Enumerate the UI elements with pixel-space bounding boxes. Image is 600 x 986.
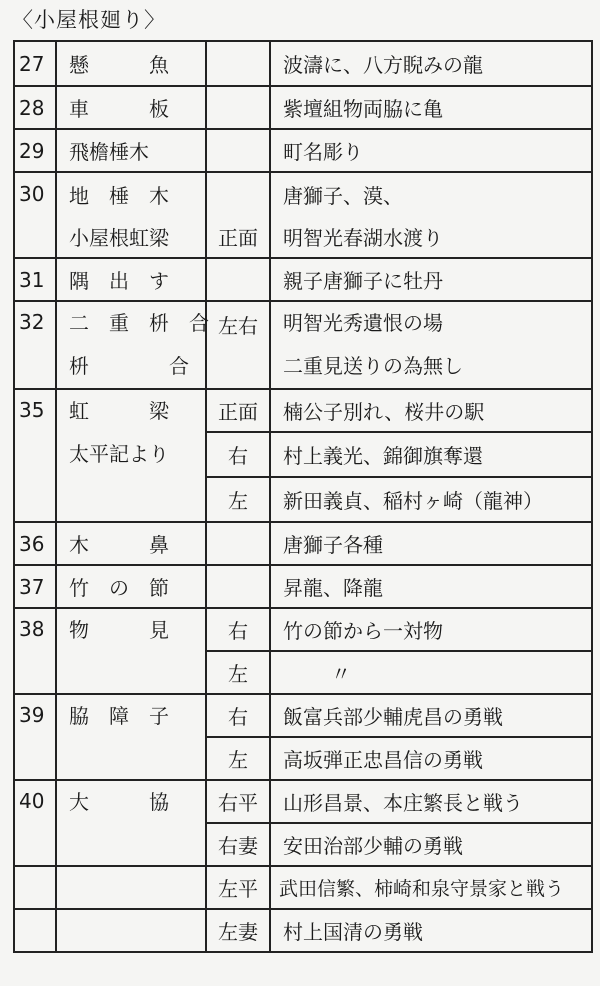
location: 正面 (206, 389, 270, 432)
part-name-line2: 枡 合 (69, 354, 189, 378)
location: 右平 (206, 780, 270, 823)
table-row (14, 41, 592, 86)
description: 高坂弾正忠昌信の勇戦 (270, 737, 592, 780)
part-name (56, 909, 206, 952)
location: 左右 (206, 301, 270, 389)
table-row (14, 301, 592, 389)
description: 紫壇組物両脇に亀 (270, 86, 592, 129)
table-row (14, 565, 592, 608)
part-name: 虹 梁 (69, 399, 169, 423)
location: 右 (206, 608, 270, 651)
row-number: 39 (14, 694, 56, 780)
row-number: 30 (14, 172, 56, 215)
description: 波濤に、八方睨みの龍 (270, 41, 592, 86)
description: 唐獅子各種 (270, 522, 592, 565)
table-row (14, 258, 592, 301)
location: 右 (206, 694, 270, 737)
part-name (56, 866, 206, 909)
description: 明智光秀遺恨の場 (283, 311, 443, 335)
description: 明智光春湖水渡り (270, 215, 592, 258)
row-number: 28 (14, 86, 56, 129)
location (206, 172, 270, 215)
carving-table (13, 40, 593, 953)
location (206, 129, 270, 172)
part-name: 地 棰 木 (56, 172, 206, 215)
part-name-cell (56, 389, 206, 522)
location (206, 258, 270, 301)
part-name: 隅 出 す (56, 258, 206, 301)
description: 町名彫り (270, 129, 592, 172)
row-number (14, 866, 56, 909)
description: 竹の節から一対物 (270, 608, 592, 651)
table-row (14, 215, 592, 258)
row-number: 32 (14, 301, 56, 389)
location: 正面 (206, 215, 270, 258)
part-name: 物 見 (56, 608, 206, 694)
location (206, 41, 270, 86)
location (206, 86, 270, 129)
description-cell (270, 301, 592, 389)
row-number: 36 (14, 522, 56, 565)
table-row (14, 389, 592, 432)
row-number: 31 (14, 258, 56, 301)
location: 右 (206, 432, 270, 477)
description: 新田義貞、稲村ヶ崎（龍神） (270, 477, 592, 522)
description: 飯富兵部少輔虎昌の勇戦 (270, 694, 592, 737)
location: 右妻 (206, 823, 270, 866)
part-name: 懸 魚 (56, 41, 206, 86)
description: 村上国清の勇戦 (270, 909, 592, 952)
row-number: 37 (14, 565, 56, 608)
table-row (14, 780, 592, 823)
part-name: 木 鼻 (56, 522, 206, 565)
table-row (14, 608, 592, 651)
table-row (14, 86, 592, 129)
part-name-cell (56, 301, 209, 389)
description: 唐獅子、漠、 (270, 172, 592, 215)
description: 昇龍、降龍 (270, 565, 592, 608)
section-title: 〈小屋根廻り〉 (12, 8, 166, 32)
part-name: 大 協 (56, 780, 206, 866)
location: 左妻 (206, 909, 270, 952)
row-number: 40 (14, 780, 56, 866)
part-name: 脇 障 子 (56, 694, 206, 780)
part-name: 二 重 枡 合 (69, 311, 209, 335)
row-number: 38 (14, 608, 56, 694)
table-row (14, 694, 592, 737)
location: 左 (206, 651, 270, 694)
location: 左平 (206, 866, 270, 909)
part-name-line2: 太平記より (69, 442, 169, 466)
part-name: 飛檐棰木 (56, 129, 206, 172)
description: 親子唐獅子に牡丹 (270, 258, 592, 301)
table-row (14, 866, 592, 909)
location (206, 565, 270, 608)
table-row (14, 522, 592, 565)
description: 安田治部少輔の勇戦 (270, 823, 592, 866)
row-number (14, 909, 56, 952)
part-name: 竹 の 節 (56, 565, 206, 608)
description-line2: 二重見送りの為無し (283, 354, 463, 378)
location: 左 (206, 737, 270, 780)
part-name: 車 板 (56, 86, 206, 129)
description: 村上義光、錦御旗奪還 (270, 432, 592, 477)
description: 楠公子別れ、桜井の駅 (270, 389, 592, 432)
table-row (14, 129, 592, 172)
location (206, 522, 270, 565)
part-name: 小屋根虹梁 (56, 215, 206, 258)
location: 左 (206, 477, 270, 522)
row-number (14, 215, 56, 258)
description: 武田信繁、柿崎和泉守景家と戦う (270, 866, 592, 909)
description: 山形昌景、本庄繁長と戦う (270, 780, 592, 823)
row-number: 29 (14, 129, 56, 172)
table-row (14, 909, 592, 952)
row-number: 35 (14, 389, 56, 522)
description: 〃 (270, 651, 592, 694)
row-number: 27 (14, 41, 56, 86)
table-row (14, 172, 592, 215)
